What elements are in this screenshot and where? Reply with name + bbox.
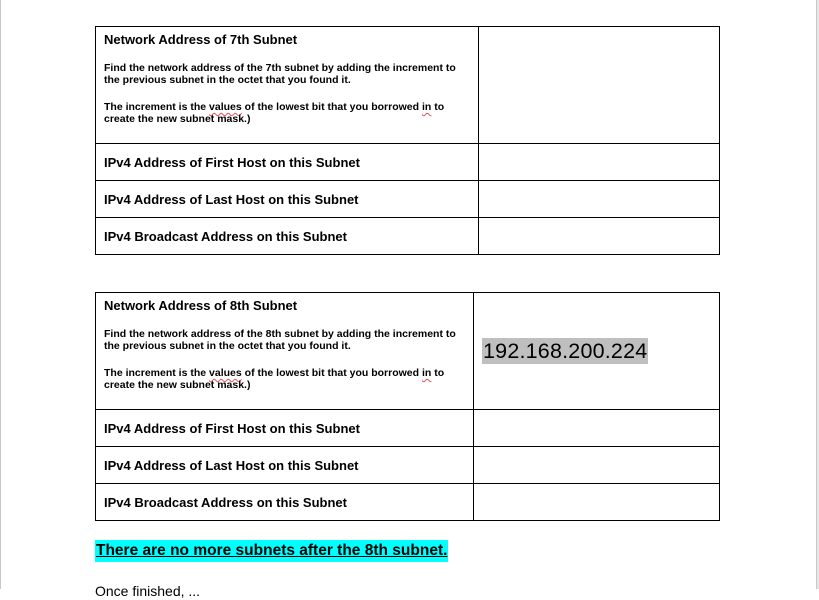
last-host-row bbox=[96, 447, 720, 484]
spellcheck-in: in bbox=[421, 101, 432, 113]
closing-note: There are no more subnets after the 8th subnet. bbox=[95, 540, 448, 562]
subnet-8-table bbox=[95, 292, 720, 521]
last-host-label: IPv4 Address of Last Host on this Subnet bbox=[104, 192, 359, 207]
broadcast-label-cell bbox=[96, 218, 479, 255]
network-address-label-cell bbox=[96, 293, 474, 410]
broadcast-label: IPv4 Broadcast Address on this Subnet bbox=[104, 229, 347, 244]
network-address-row bbox=[96, 27, 720, 144]
increment-text-a: The increment is the bbox=[104, 101, 210, 113]
broadcast-label-cell bbox=[96, 484, 474, 521]
first-host-label-cell bbox=[96, 410, 474, 447]
last-host-label-cell bbox=[96, 181, 479, 218]
first-host-answer-cell[interactable] bbox=[474, 410, 720, 447]
last-host-row bbox=[96, 181, 720, 218]
network-address-row bbox=[96, 293, 720, 410]
increment-text-c: to create the new subnet mask.) bbox=[104, 101, 445, 125]
first-host-row bbox=[96, 410, 720, 447]
network-address-heading: Network Address of 7th Subnet bbox=[104, 32, 298, 47]
increment-instruction bbox=[96, 101, 478, 125]
network-address-answer-cell[interactable] bbox=[479, 27, 720, 144]
spellcheck-values: values bbox=[209, 101, 242, 113]
spellcheck-values: values bbox=[209, 367, 242, 379]
broadcast-answer-cell[interactable] bbox=[479, 218, 720, 255]
page-left-edge bbox=[0, 0, 1, 589]
network-address-answer[interactable]: 192.168.200.224 bbox=[483, 339, 648, 363]
increment-text-b: of the lowest bit that you borrowed bbox=[241, 367, 422, 379]
first-host-row bbox=[96, 144, 720, 181]
increment-text-c: to create the new subnet mask.) bbox=[104, 367, 445, 391]
last-host-answer-cell[interactable] bbox=[474, 447, 720, 484]
find-instruction: Find the network address of the 8th subnet by adding the increment to the previous subnet in the octet that you found it. bbox=[104, 328, 456, 352]
broadcast-label: IPv4 Broadcast Address on this Subnet bbox=[104, 495, 347, 510]
increment-text-a: The increment is the bbox=[104, 367, 210, 379]
subnet-7-table bbox=[95, 26, 720, 255]
first-host-label-cell bbox=[96, 144, 479, 181]
increment-instruction bbox=[96, 367, 473, 391]
first-host-label: IPv4 Address of First Host on this Subnet bbox=[104, 421, 360, 436]
find-instruction: Find the network address of the 7th subnet by adding the increment to the previous subnet in the octet that you found it. bbox=[104, 62, 456, 86]
last-host-answer-cell[interactable] bbox=[479, 181, 720, 218]
first-host-label: IPv4 Address of First Host on this Subnet bbox=[104, 155, 360, 170]
first-host-answer-cell[interactable] bbox=[479, 144, 720, 181]
network-address-answer-cell[interactable] bbox=[474, 293, 720, 410]
next-paragraph-fragment: Once finished, ... bbox=[95, 583, 201, 599]
increment-text-b: of the lowest bit that you borrowed bbox=[241, 101, 422, 113]
spellcheck-in: in bbox=[421, 367, 432, 379]
broadcast-row bbox=[96, 218, 720, 255]
network-address-heading: Network Address of 8th Subnet bbox=[104, 298, 298, 313]
broadcast-row bbox=[96, 484, 720, 521]
last-host-label: IPv4 Address of Last Host on this Subnet bbox=[104, 458, 359, 473]
network-address-label-cell bbox=[96, 27, 479, 144]
last-host-label-cell bbox=[96, 447, 474, 484]
broadcast-answer-cell[interactable] bbox=[474, 484, 720, 521]
